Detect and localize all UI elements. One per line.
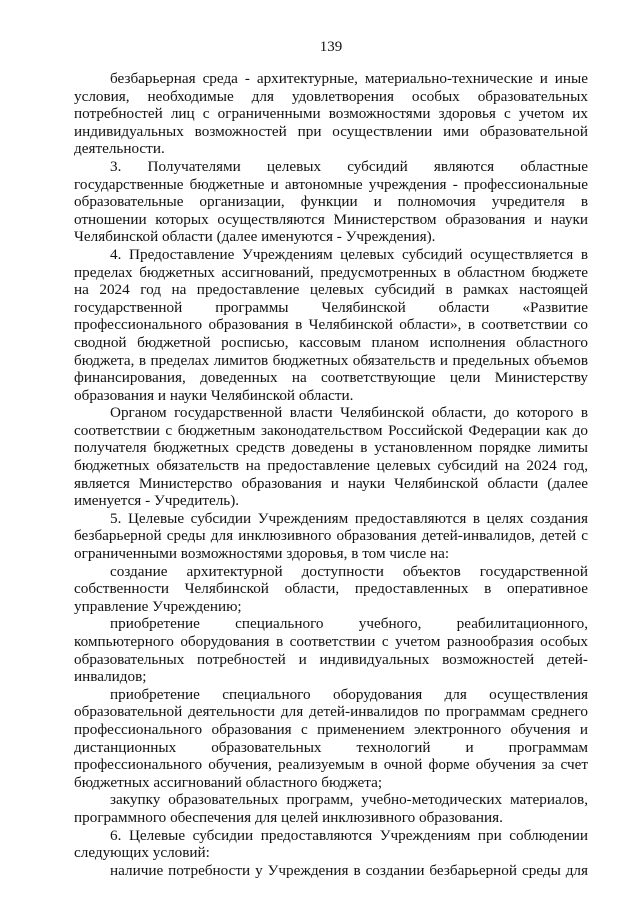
list-item-equipment-purchase: приобретение специального учебного, реабилитационного, компьютерного оборудования в соответствии с учетом разнообразия особых образовательных потребностей и индивидуальных возможностей детей-инвалидов; (74, 615, 588, 686)
paragraph-state-authority: Органом государственной власти Челябинской области, до которого в соответствии с бюджетным законодательством Российской Федерации как до получателя бюджетных средств доведены в установленном порядке лимиты бюджетных обязательств на предоставление целевых субсидий на 2024 год, является Министерство образования и науки Челябинской области (далее именуется - Учредитель). (74, 404, 588, 510)
paragraph-barrier-free-definition: безбарьерная среда - архитектурные, материально-технические и иные условия, необходимые для удовлетворения особых образовательных потребностей лиц с ограниченными возможностями здоровья с учетом их индивидуальных возможностей при осуществлении ими образовательной деятельности. (74, 70, 588, 158)
paragraph-item-6-conditions: 6. Целевые субсидии предоставляются Учреждениям при соблюдении следующих условий: (74, 826, 588, 862)
paragraph-item-4-provision: 4. Предоставление Учреждениям целевых субсидий осуществляется в пределах бюджетных ассигнований, предусмотренных в областном бюджете на 2024 год на предоставление целевых субсидий в рамках настоящей государственной программы Челябинской области «Развитие профессионального образования в Челябинской области», в соответствии со сводной бюджетной росписью, кассовым планом исполнения областного бюджета, в пределах лимитов бюджетных обязательств и предельных объемов финансирования, доведенных на соответствующие цели Министерству образования и науки Челябинской области. (74, 245, 588, 404)
document-page (74, 38, 588, 879)
list-item-architectural-accessibility: создание архитектурной доступности объектов государственной собственности Челябинской области, предоставленных в оперативное управление Учреждению; (74, 562, 588, 615)
page-number: 139 (319, 39, 343, 55)
paragraph-item-5-purposes: 5. Целевые субсидии Учреждениям предоставляются в целях создания безбарьерной среды для инклюзивного образования детей-инвалидов, детей с ограниченными возможностями здоровья, в том числе на: (74, 509, 588, 563)
list-item-programs-purchase: закупку образовательных программ, учебно-методических материалов, программного обеспечения для целей инклюзивного образования. (74, 791, 588, 826)
list-item-special-equipment: приобретение специального оборудования для осуществления образовательной деятельности для детей-инвалидов по программам среднего профессионального образования с применением электронного обучения и дистанционных образовательных технологий и программам профессионального обучения, реализуемым в очной форме обучения за счет бюджетных ассигнований областного бюджета; (74, 685, 588, 791)
list-item-need-condition: наличие потребности у Учреждения в создании безбарьерной среды для (110, 861, 588, 879)
paragraph-item-3-recipients: 3. Получателями целевых субсидий являются областные государственные бюджетные и автономные учреждения - профессиональные образовательные организации, функции и полномочия учредителя в отношении которых осуществляются Министерством образования и науки Челябинской области (далее именуются - Учреждения). (74, 157, 588, 246)
